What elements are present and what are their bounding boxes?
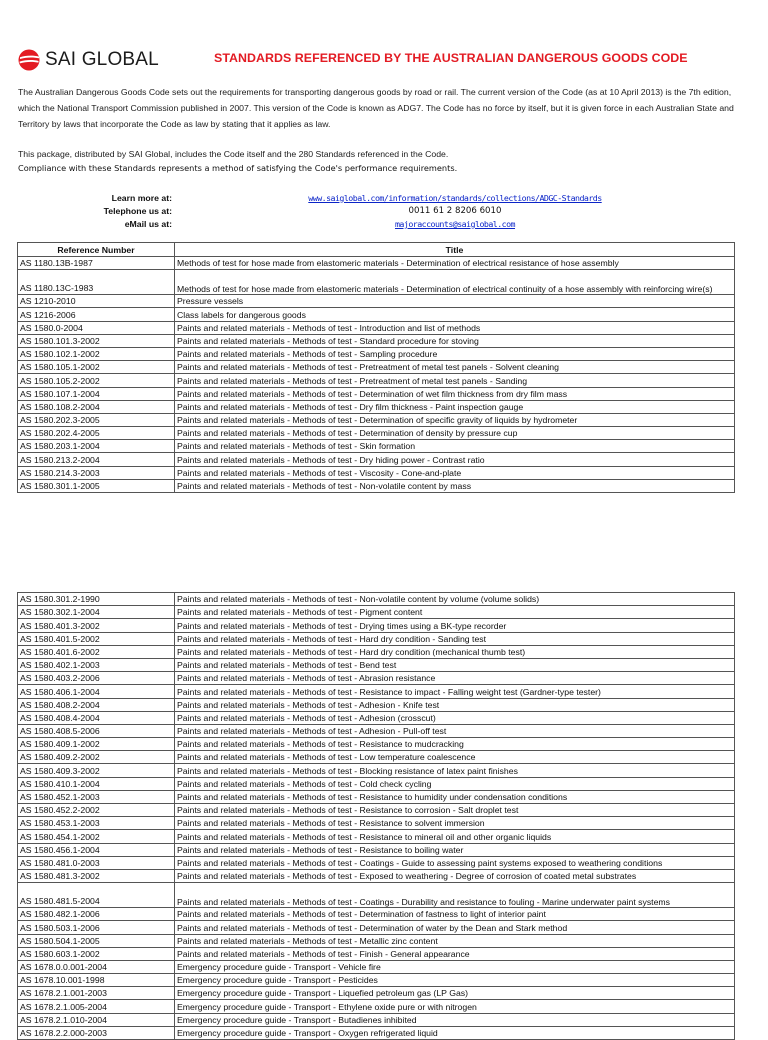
title-cell: Pressure vessels [175, 295, 735, 308]
title-cell: Emergency procedure guide - Transport - Pesticides [175, 974, 735, 987]
title-cell: Paints and related materials - Methods of test - Blocking resistance of latex paint finishes [175, 764, 735, 777]
reference-number-cell: AS 1580.409.1-2002 [18, 738, 175, 751]
reference-number-cell: AS 1580.406.1-2004 [18, 685, 175, 698]
email-link[interactable]: majoraccounts@saiglobal.com [394, 219, 516, 229]
reference-number-cell: AS 1580.410.1-2004 [18, 777, 175, 790]
title-cell: Paints and related materials - Methods of test - Exposed to weathering - Degree of corrosion of coated metal substrates [175, 869, 735, 882]
table-row [18, 698, 735, 711]
title-cell: Paints and related materials - Methods of test - Hard dry condition (mechanical thumb test) [175, 645, 735, 658]
package-note: This package, distributed by SAI Global, includes the Code itself and the 280 Standards referenced in the Code. [18, 149, 449, 159]
table-row [18, 453, 735, 466]
title-cell: Emergency procedure guide - Transport - Liquefied petroleum gas (LP Gas) [175, 987, 735, 1000]
contact-row-learn [0, 193, 768, 206]
collection-link[interactable]: www.saiglobal.com/information/standards/collections/ADGC-Standards [308, 193, 602, 203]
reference-number-cell: AS 1580.482.1-2006 [18, 908, 175, 921]
title-cell: Paints and related materials - Methods of test - Adhesion - Knife test [175, 698, 735, 711]
table-row [18, 308, 735, 321]
table-row [18, 374, 735, 387]
reference-number-cell: AS 1580.301.1-2005 [18, 479, 175, 492]
title-cell: Paints and related materials - Methods of test - Determination of water by the Dean and Stark method [175, 921, 735, 934]
table-row [18, 440, 735, 453]
table-row [18, 764, 735, 777]
reference-number-cell: AS 1580.409.3-2002 [18, 764, 175, 777]
reference-number-cell: AS 1580.105.2-2002 [18, 374, 175, 387]
title-cell: Paints and related materials - Methods of test - Resistance to solvent immersion [175, 817, 735, 830]
reference-number-cell: AS 1210-2010 [18, 295, 175, 308]
reference-number-cell: AS 1216-2006 [18, 308, 175, 321]
table-row [18, 413, 735, 426]
reference-number-cell: AS 1678.10.001-1998 [18, 974, 175, 987]
reference-number-cell: AS 1580.603.1-2002 [18, 947, 175, 960]
reference-number-cell: AS 1580.402.1-2003 [18, 658, 175, 671]
table-row [18, 974, 735, 987]
telephone-value: 0011 61 2 8206 6010 [408, 206, 502, 216]
table-row [18, 908, 735, 921]
reference-number-cell: AS 1580.408.2-2004 [18, 698, 175, 711]
title-cell: Emergency procedure guide - Transport - Ethylene oxide pure or with nitrogen [175, 1000, 735, 1013]
reference-number-cell: AS 1678.2.2.000-2003 [18, 1026, 175, 1039]
reference-number-cell: AS 1580.102.1-2002 [18, 347, 175, 360]
email-label: eMail us at: [124, 219, 172, 229]
title-cell: Emergency procedure guide - Transport - Vehicle fire [175, 960, 735, 973]
table-row [18, 711, 735, 724]
title-cell: Paints and related materials - Methods of test - Resistance to boiling water [175, 843, 735, 856]
table-row [18, 270, 735, 295]
reference-number-cell: AS 1580.302.1-2004 [18, 606, 175, 619]
column-header-reference: Reference Number [18, 243, 175, 257]
table-row [18, 987, 735, 1000]
title-cell: Paints and related materials - Methods of test - Dry hiding power - Contrast ratio [175, 453, 735, 466]
table-row [18, 257, 735, 270]
title-cell: Methods of test for hose made from elastomeric materials - Determination of electrical continuity of a hose assembly with reinforcing wire(s) [175, 270, 735, 295]
reference-number-cell: AS 1678.0.0.001-2004 [18, 960, 175, 973]
table-row [18, 1026, 735, 1039]
title-cell: Paints and related materials - Methods of test - Sampling procedure [175, 347, 735, 360]
title-cell: Paints and related materials - Methods of test - Abrasion resistance [175, 672, 735, 685]
reference-number-cell: AS 1580.401.6-2002 [18, 645, 175, 658]
learn-more-label: Learn more at: [111, 193, 172, 203]
sai-global-swoosh-icon [17, 48, 41, 72]
reference-number-cell: AS 1678.2.1.010-2004 [18, 1013, 175, 1026]
title-cell: Paints and related materials - Methods of test - Determination of density by pressure cup [175, 427, 735, 440]
title-cell: Paints and related materials - Methods of test - Metallic zinc content [175, 934, 735, 947]
table-row [18, 856, 735, 869]
reference-number-cell: AS 1580.456.1-2004 [18, 843, 175, 856]
title-cell: Paints and related materials - Methods of test - Viscosity - Cone-and-plate [175, 466, 735, 479]
title-cell: Paints and related materials - Methods of test - Adhesion - Pull-off test [175, 724, 735, 737]
reference-number-cell: AS 1580.481.5-2004 [18, 883, 175, 908]
title-cell: Emergency procedure guide - Transport - Butadienes inhibited [175, 1013, 735, 1026]
reference-number-cell: AS 1180.13C-1983 [18, 270, 175, 295]
table-row [18, 883, 735, 908]
title-cell: Paints and related materials - Methods of test - Dry film thickness - Paint inspection gauge [175, 400, 735, 413]
reference-number-cell: AS 1580.453.1-2003 [18, 817, 175, 830]
table-row [18, 777, 735, 790]
title-cell: Paints and related materials - Methods of test - Standard procedure for stoving [175, 334, 735, 347]
title-cell: Paints and related materials - Methods of test - Resistance to corrosion - Salt droplet test [175, 804, 735, 817]
table-row [18, 427, 735, 440]
logo-text: SAI GLOBAL [45, 49, 159, 70]
table-row [18, 738, 735, 751]
title-cell: Paints and related materials - Methods of test - Introduction and list of methods [175, 321, 735, 334]
table-row [18, 347, 735, 360]
page-header [17, 47, 757, 73]
reference-number-cell: AS 1180.13B-1987 [18, 257, 175, 270]
table-row [18, 632, 735, 645]
standards-table-part-1 [17, 242, 735, 493]
reference-number-cell: AS 1580.203.1-2004 [18, 440, 175, 453]
table-row [18, 361, 735, 374]
table-row [18, 921, 735, 934]
table-row [18, 295, 735, 308]
table-row [18, 960, 735, 973]
table-row [18, 869, 735, 882]
reference-number-cell: AS 1580.105.1-2002 [18, 361, 175, 374]
table-row [18, 593, 735, 606]
table-row [18, 466, 735, 479]
table-row [18, 387, 735, 400]
reference-number-cell: AS 1580.401.5-2002 [18, 632, 175, 645]
reference-number-cell: AS 1580.202.4-2005 [18, 427, 175, 440]
table-row [18, 606, 735, 619]
reference-number-cell: AS 1580.452.1-2003 [18, 790, 175, 803]
reference-number-cell: AS 1580.408.5-2006 [18, 724, 175, 737]
reference-number-cell: AS 1580.101.3-2002 [18, 334, 175, 347]
telephone-label: Telephone us at: [103, 206, 172, 216]
title-cell: Paints and related materials - Methods of test - Non-volatile content by mass [175, 479, 735, 492]
contact-row-email [0, 219, 768, 232]
title-cell: Paints and related materials - Methods of test - Bend test [175, 658, 735, 671]
standards-table-part-2 [17, 592, 735, 1040]
document-title: STANDARDS REFERENCED BY THE AUSTRALIAN DANGEROUS GOODS CODE [214, 51, 688, 65]
title-cell: Paints and related materials - Methods of test - Pretreatment of metal test panels - Solvent cleaning [175, 361, 735, 374]
table-row [18, 658, 735, 671]
column-header-title: Title [175, 243, 735, 257]
title-cell: Paints and related materials - Methods of test - Cold check cycling [175, 777, 735, 790]
table-row [18, 830, 735, 843]
title-cell: Paints and related materials - Methods of test - Determination of specific gravity of liquids by hydrometer [175, 413, 735, 426]
title-cell: Paints and related materials - Methods of test - Finish - General appearance [175, 947, 735, 960]
table-row [18, 843, 735, 856]
title-cell: Paints and related materials - Methods of test - Resistance to humidity under condensation conditions [175, 790, 735, 803]
title-cell: Paints and related materials - Methods of test - Determination of fastness to light of interior paint [175, 908, 735, 921]
table-row [18, 334, 735, 347]
table-row [18, 751, 735, 764]
title-cell: Paints and related materials - Methods of test - Hard dry condition - Sanding test [175, 632, 735, 645]
intro-paragraph: The Australian Dangerous Goods Code sets out the requirements for transporting dangerous goods by road or rail. The current version of the Code (as at 10 April 2013) is the 7th edition, which the National Transport Commission published in 2007. This version of the Code is known as ADG7. The Code has no force by itself, but it is given force in each Australian State and Territory by laws that incorporate the Code as law by stating that it applies as law. [18, 87, 734, 129]
reference-number-cell: AS 1580.301.2-1990 [18, 593, 175, 606]
table-row [18, 479, 735, 492]
reference-number-cell: AS 1580.452.2-2002 [18, 804, 175, 817]
reference-number-cell: AS 1580.481.0-2003 [18, 856, 175, 869]
title-cell: Paints and related materials - Methods of test - Drying times using a BK-type recorder [175, 619, 735, 632]
title-cell: Paints and related materials - Methods of test - Pretreatment of metal test panels - Sanding [175, 374, 735, 387]
reference-number-cell: AS 1580.408.4-2004 [18, 711, 175, 724]
reference-number-cell: AS 1580.481.3-2002 [18, 869, 175, 882]
title-cell: Emergency procedure guide - Transport - Oxygen refrigerated liquid [175, 1026, 735, 1039]
title-cell: Paints and related materials - Methods of test - Skin formation [175, 440, 735, 453]
table-row [18, 672, 735, 685]
table-row [18, 400, 735, 413]
reference-number-cell: AS 1580.409.2-2002 [18, 751, 175, 764]
table-row [18, 934, 735, 947]
title-cell: Paints and related materials - Methods of test - Resistance to mudcracking [175, 738, 735, 751]
table-row [18, 804, 735, 817]
table-row [18, 1000, 735, 1013]
title-cell: Paints and related materials - Methods of test - Coatings - Guide to assessing paint systems exposed to weathering conditions [175, 856, 735, 869]
table-row [18, 321, 735, 334]
title-cell: Class labels for dangerous goods [175, 308, 735, 321]
title-cell: Methods of test for hose made from elastomeric materials - Determination of electrical resistance of hose assembly [175, 257, 735, 270]
reference-number-cell: AS 1678.2.1.001-2003 [18, 987, 175, 1000]
table-row [18, 619, 735, 632]
table-row [18, 947, 735, 960]
contact-row-phone [0, 206, 768, 219]
title-cell: Paints and related materials - Methods of test - Coatings - Durability and resistance to fouling - Marine underwater paint systems [175, 883, 735, 908]
reference-number-cell: AS 1580.401.3-2002 [18, 619, 175, 632]
reference-number-cell: AS 1580.503.1-2006 [18, 921, 175, 934]
table-row [18, 790, 735, 803]
reference-number-cell: AS 1580.454.1-2002 [18, 830, 175, 843]
title-cell: Paints and related materials - Methods of test - Non-volatile content by volume (volume solids) [175, 593, 735, 606]
sai-global-logo [17, 47, 159, 73]
title-cell: Paints and related materials - Methods of test - Adhesion (crosscut) [175, 711, 735, 724]
reference-number-cell: AS 1580.107.1-2004 [18, 387, 175, 400]
table-row [18, 817, 735, 830]
table-row [18, 685, 735, 698]
reference-number-cell: AS 1580.403.2-2006 [18, 672, 175, 685]
title-cell: Paints and related materials - Methods of test - Resistance to mineral oil and other organic liquids [175, 830, 735, 843]
reference-number-cell: AS 1580.108.2-2004 [18, 400, 175, 413]
title-cell: Paints and related materials - Methods of test - Pigment content [175, 606, 735, 619]
reference-number-cell: AS 1580.504.1-2005 [18, 934, 175, 947]
reference-number-cell: AS 1678.2.1.005-2004 [18, 1000, 175, 1013]
compliance-note: Compliance with these Standards represents a method of satisfying the Code's performance requirements. [18, 163, 458, 173]
table-row [18, 645, 735, 658]
table-row [18, 724, 735, 737]
reference-number-cell: AS 1580.214.3-2003 [18, 466, 175, 479]
title-cell: Paints and related materials - Methods of test - Resistance to impact - Falling weight test (Gardner-type tester) [175, 685, 735, 698]
title-cell: Paints and related materials - Methods of test - Determination of wet film thickness from dry film mass [175, 387, 735, 400]
table-row [18, 1013, 735, 1026]
title-cell: Paints and related materials - Methods of test - Low temperature coalescence [175, 751, 735, 764]
reference-number-cell: AS 1580.0-2004 [18, 321, 175, 334]
contact-block [0, 193, 768, 232]
reference-number-cell: AS 1580.202.3-2005 [18, 413, 175, 426]
reference-number-cell: AS 1580.213.2-2004 [18, 453, 175, 466]
